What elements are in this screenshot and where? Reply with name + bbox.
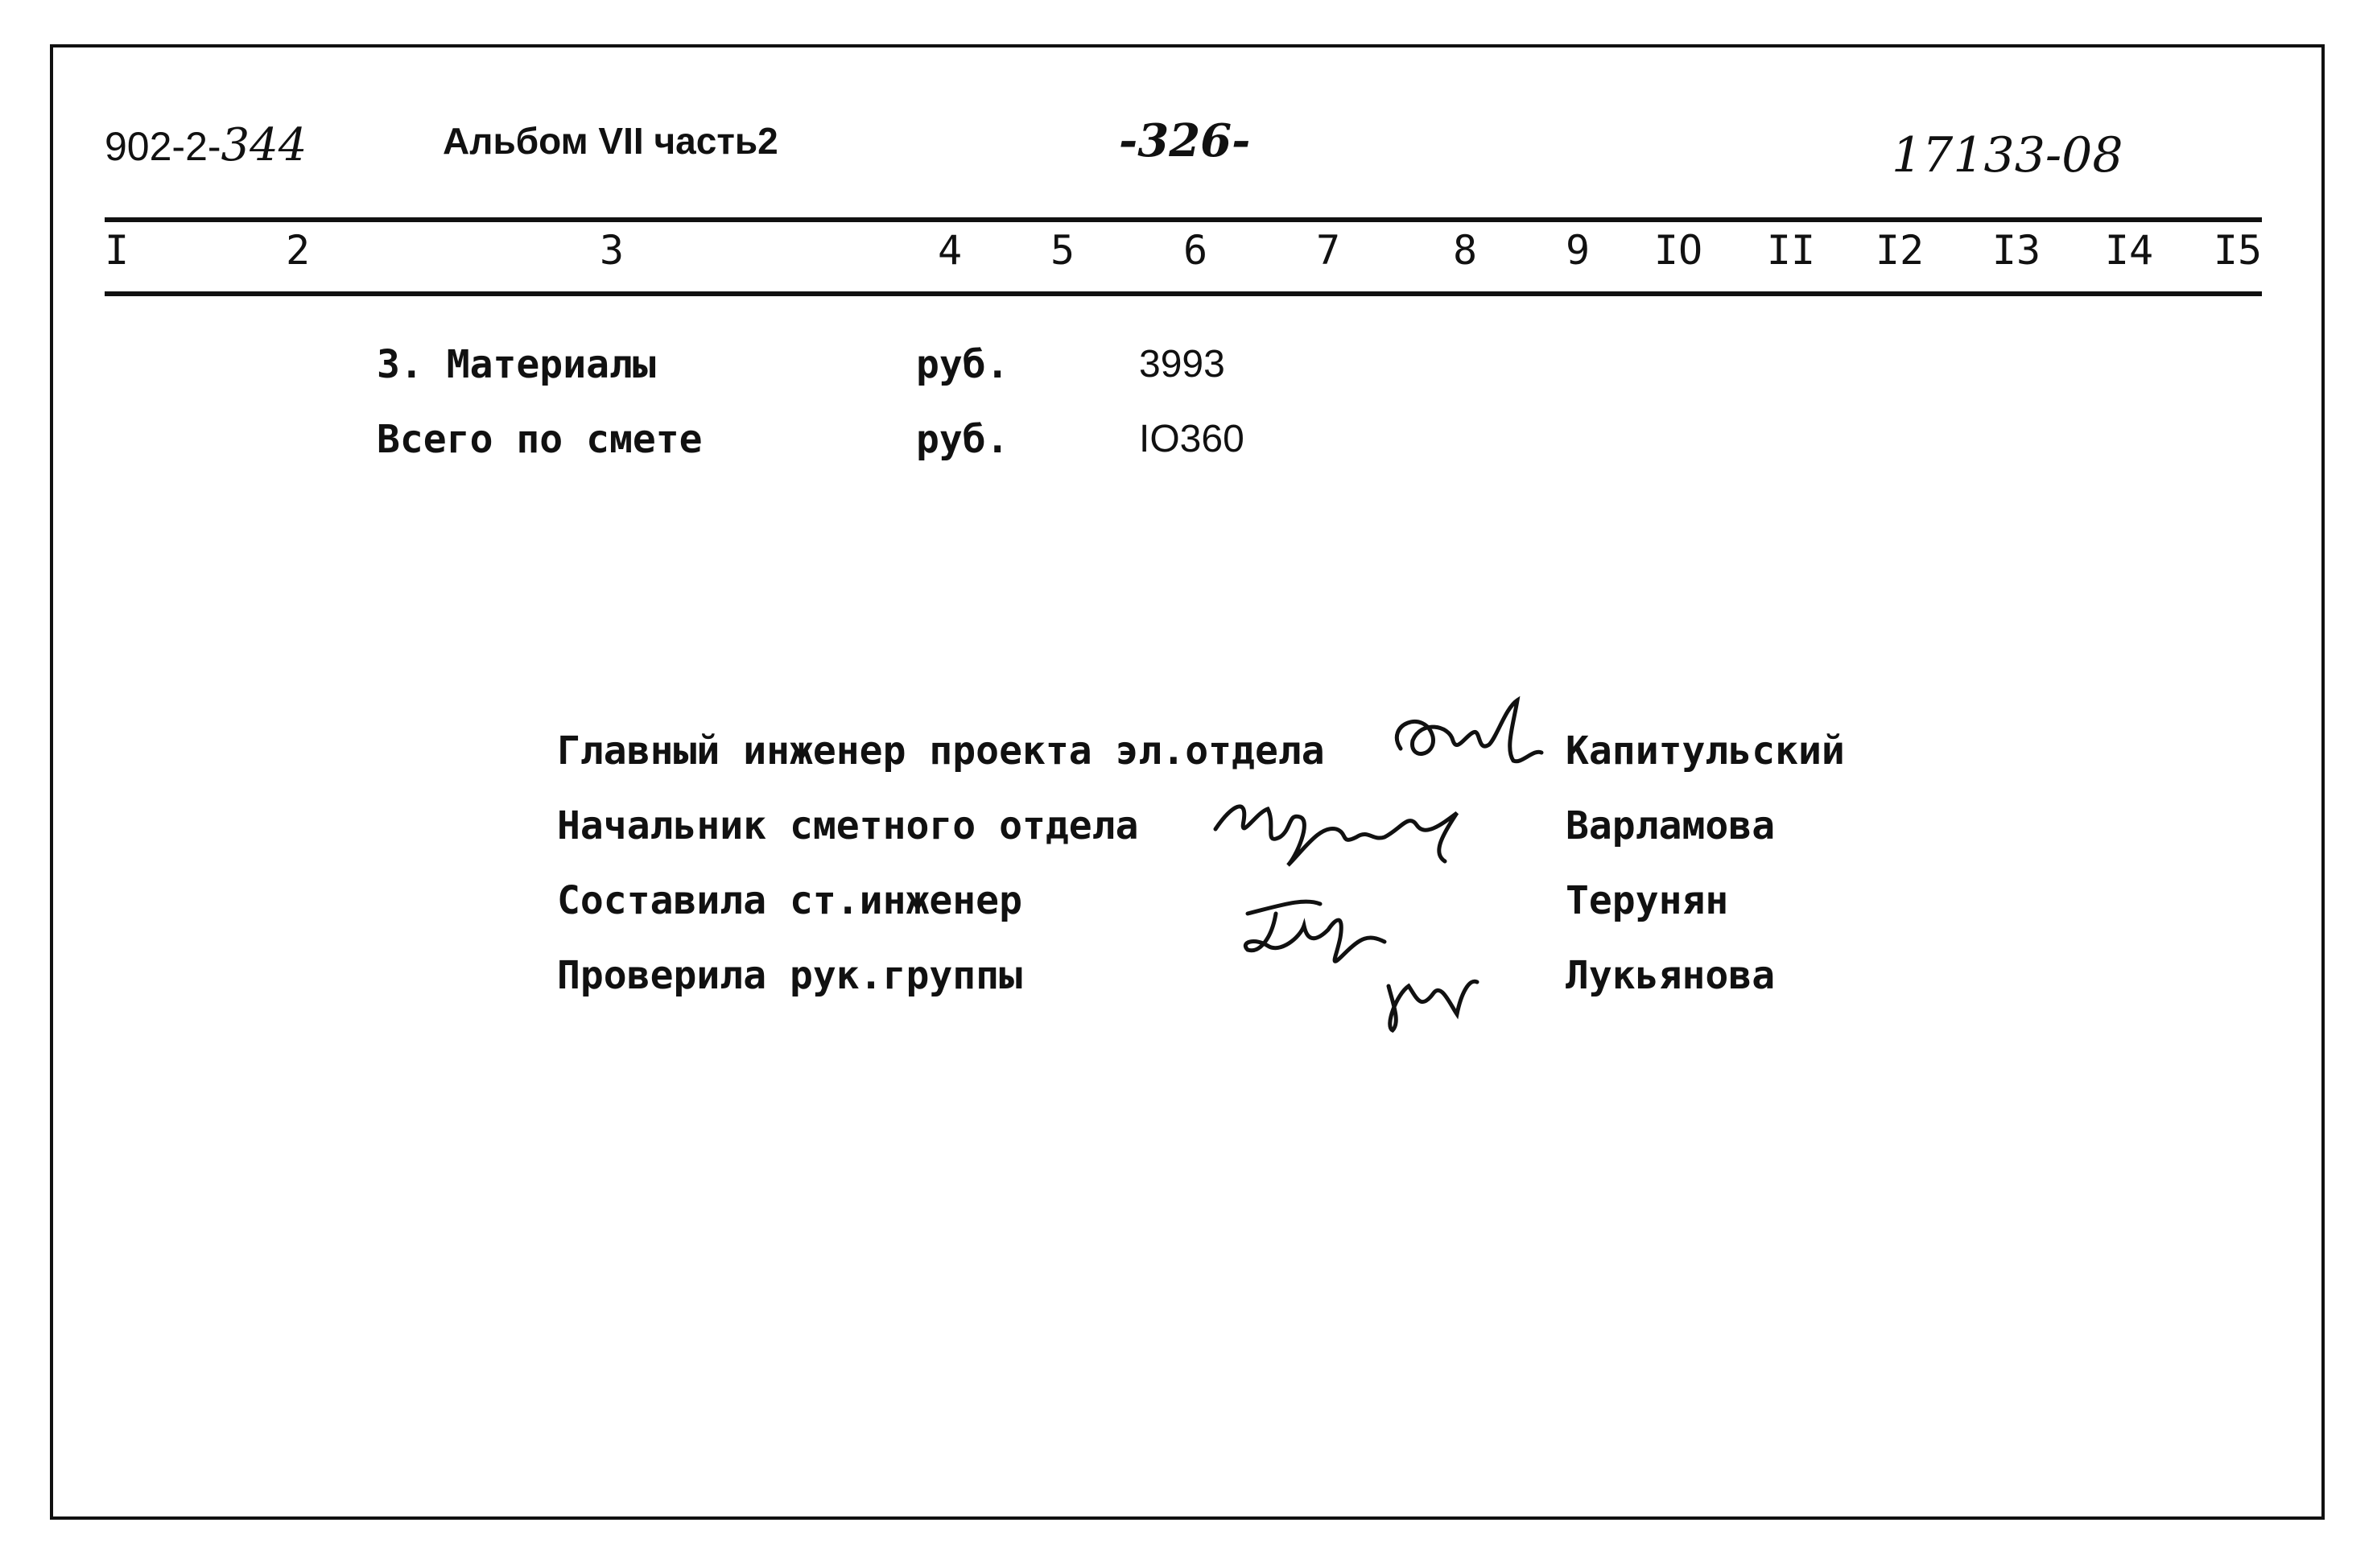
signature-estimate-head	[1199, 781, 1505, 885]
signatory-name: Лукьянова	[1566, 953, 1776, 998]
album-label: Альбом VII часть2	[443, 120, 778, 162]
column-number: 9	[1565, 227, 1591, 274]
doc-code-prefix: 902-2-	[105, 124, 221, 169]
page-number: -326-	[1119, 114, 1251, 167]
signature-chief-engineer	[1376, 692, 1554, 789]
header-rule-top	[105, 217, 2262, 222]
column-number: 5	[1050, 227, 1075, 274]
column-number: I2	[1875, 227, 1925, 274]
row-value: IO360	[1139, 418, 1244, 460]
row-label: Всего по смете	[377, 417, 703, 462]
signatory-role: Начальник сметного отдела	[557, 803, 1139, 848]
signatory-role: Составила ст.инженер	[557, 878, 1022, 923]
column-number: 4	[937, 227, 963, 274]
column-number: II	[1766, 227, 1816, 274]
column-number: 7	[1315, 227, 1341, 274]
signatory-name: Терунян	[1566, 878, 1729, 923]
column-number: 6	[1182, 227, 1208, 274]
column-number: I	[104, 227, 130, 274]
row-unit: руб.	[916, 342, 1009, 387]
signatory-role: Главный инженер проекта эл.отдела	[557, 728, 1325, 774]
column-number: I5	[2213, 227, 2263, 274]
column-number: 3	[599, 227, 625, 274]
column-number: 8	[1452, 227, 1478, 274]
doc-code	[105, 119, 307, 171]
column-number: IO	[1653, 227, 1703, 274]
header-rule-bottom	[105, 291, 2262, 296]
row-label: 3. Материалы	[377, 342, 656, 387]
row-value: 3993	[1139, 343, 1225, 386]
inventory-number: 17133-08	[1892, 127, 2123, 184]
signature-compiler-checker	[1232, 881, 1497, 1034]
signatory-name: Варламова	[1566, 803, 1776, 848]
column-number: 2	[285, 227, 311, 274]
signatory-role: Проверила рук.группы	[557, 953, 1022, 998]
column-number: I4	[2104, 227, 2154, 274]
column-number: I3	[1991, 227, 2041, 274]
signatory-name: Капитульский	[1566, 728, 1845, 774]
doc-code-suffix: 344	[221, 119, 307, 171]
row-unit: руб.	[916, 417, 1009, 462]
